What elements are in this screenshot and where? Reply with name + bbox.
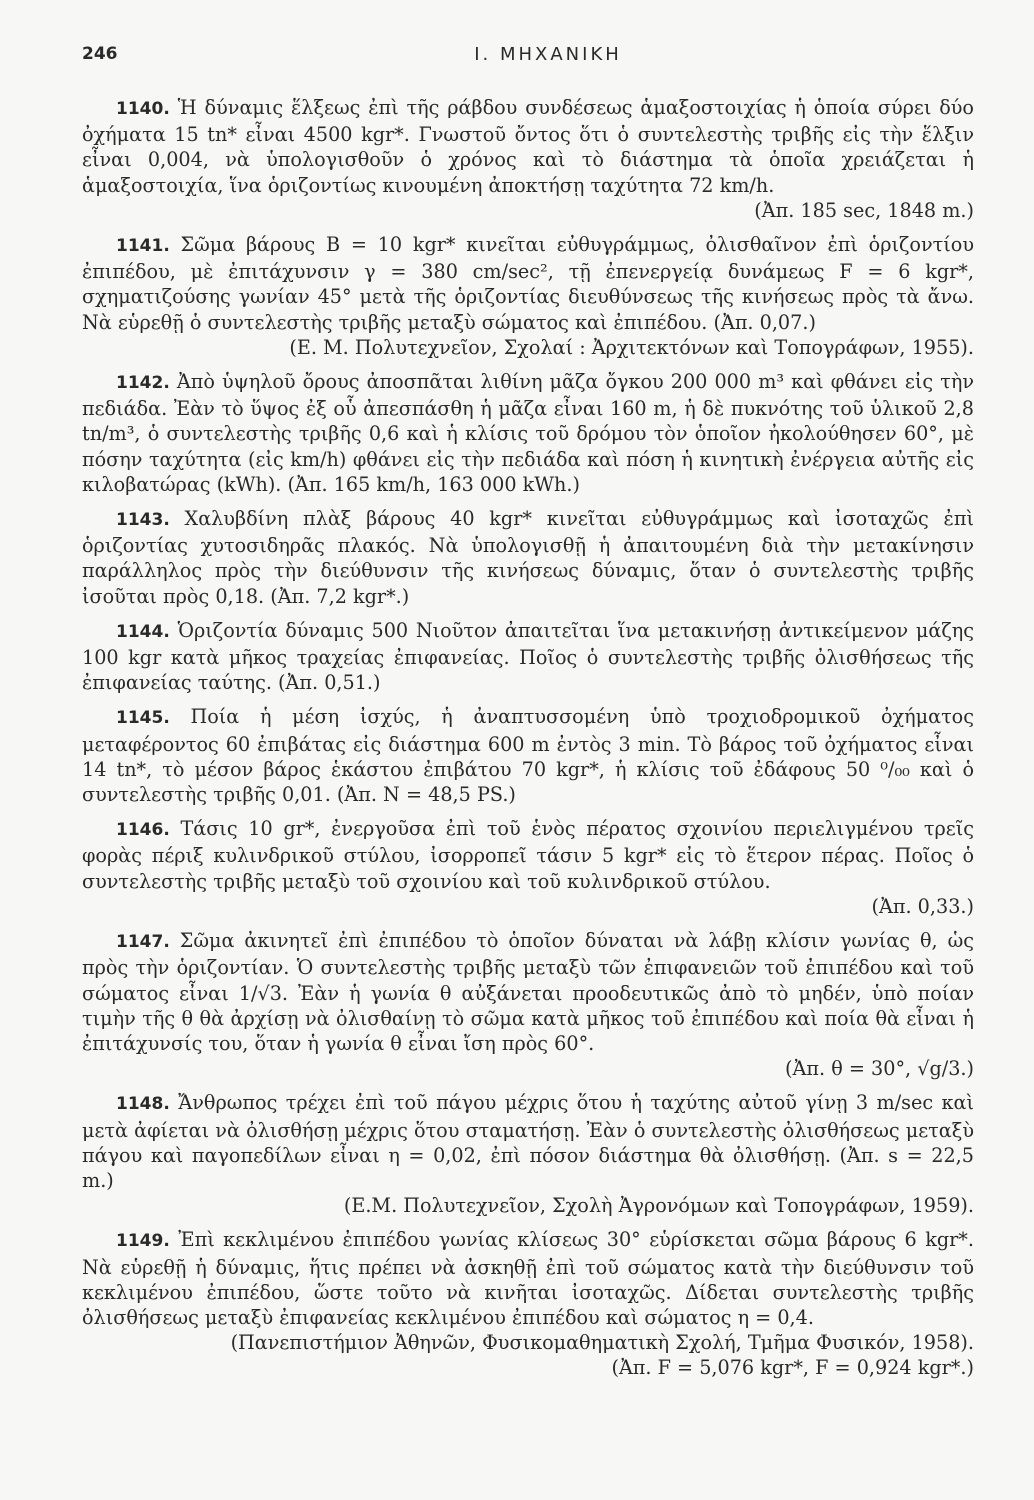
problem-1140	[82, 95, 974, 223]
problem-number: 1149.	[116, 1231, 170, 1252]
problem-answer: (Ἀπ. θ = 30°, √g/3.)	[785, 1057, 974, 1081]
problem-1142	[82, 369, 974, 497]
problem-1147	[82, 928, 974, 1081]
problem-text: Σῶμα ἀκινητεῖ ἐπὶ ἐπιπέδου τὸ ὁποῖον δύναται νὰ λάβῃ κλίσιν γωνίας θ, ὡς πρὸς τὴν ὁριζοντίαν. Ὁ συντελεστὴς τριβῆς μεταξὺ τῶν ἐπιφανειῶν τοῦ ἐπιπέδου καὶ τοῦ σώματος εἶναι 1/√3. Ἐὰν ἡ γωνία θ αὐξάνεται προοδευτικῶς ἀπὸ τὸ μηδέν, ὑπὸ ποίαν τιμὴν τῆς θ θὰ ἀρχίσῃ νὰ ὀλισθαίνῃ τὸ σῶμα κατὰ μῆκος τοῦ ἐπιπέδου καὶ ποία θὰ εἶναι ἡ ἐπιτάχυνσίς του, ὅταν ἡ γωνία θ εἶναι ἴση πρὸς 60°.	[82, 929, 974, 1055]
problem-1141	[82, 232, 974, 360]
problem-text: Ἄνθρωπος τρέχει ἐπὶ τοῦ πάγου μέχρις ὅτου ἡ ταχύτης αὐτοῦ γίνῃ 3 m/sec καὶ μετὰ ἀφίεται νὰ ὀλισθήσῃ μέχρις ὅτου σταματήσῃ. Ἐὰν ὁ συντελεστὴς ὀλισθήσεως μεταξὺ πάγου καὶ παγοπεδίλων εἶναι η = 0,02, ἐπὶ πόσον διάστημα θὰ ὀλισθήσῃ. (Ἀπ. s = 22,5 m.)	[82, 1091, 974, 1192]
problem-answer: (Ἀπ. 0,33.)	[871, 894, 974, 918]
problem-source: (E.M. Πολυτεχνεῖον, Σχολὴ Ἀγρονόμων καὶ Τοπογράφων, 1959).	[343, 1194, 974, 1218]
page-number: 246	[82, 44, 118, 64]
problem-text: Ἡ δύναμις ἕλξεως ἐπὶ τῆς ράβδου συνδέσεως ἁμαξοστοιχίας ἡ ὁποία σύρει δύο ὀχήματα 15 tn* εἶναι 4500 kgr*. Γνωστοῦ ὄντος ὅτι ὁ συντελεστὴς τριβῆς εἰς τὴν ἕλξιν εἶναι 0,004, νὰ ὑπολογισθοῦν ὁ χρόνος καὶ τὸ διάστημα τὰ ὁποῖα χρειάζεται ἡ ἁμαξοστοιχία, ἵνα ὁριζοντίως κινουμένη ἀποκτήσῃ ταχύτητα 72 km/h.	[82, 96, 974, 197]
problem-answer: (Ἀπ. 185 sec, 1848 m.)	[754, 198, 974, 222]
problem-text: Χαλυβδίνη πλὰξ βάρους 40 kgr* κινεῖται εὐθυγράμμως καὶ ἰσοταχῶς ἐπὶ ὁριζοντίας χυτοσιδηρᾶς πλακός. Νὰ ὑπολογισθῇ ἡ ἀπαιτουμένη διὰ τὴν μετακίνησιν παράλληλος πρὸς τὴν διεύθυνσιν τῆς κινήσεως δύναμις, ὅταν ὁ συντελεστὴς τριβῆς ἰσοῦται πρὸς 0,18. (Ἀπ. 7,2 kgr*.)	[82, 507, 974, 608]
problem-number: 1140.	[116, 99, 170, 119]
problem-1145	[82, 704, 974, 807]
problem-1146	[82, 816, 974, 919]
problem-number: 1146.	[116, 820, 170, 841]
problem-text: Ἐπὶ κεκλιμένου ἐπιπέδου γωνίας κλίσεως 30° εὑρίσκεται σῶμα βάρους 6 kgr*. Νὰ εὑρεθῇ ἡ δύναμις, ἥτις πρέπει νὰ ἀσκηθῇ ἐπὶ τοῦ σώματος κατὰ τὴν διεύθυνσιν τοῦ κεκλιμένου ἐπιπέδου, ὥστε τοῦτο νὰ κινῆται ἰσοταχῶς. Δίδεται συντελεστὴς τριβῆς ὀλισθήσεως μεταξὺ ἐπιφανείας κεκλιμένου ἐπιπέδου καὶ σώματος η = 0,4.	[82, 1228, 974, 1329]
problem-1143	[82, 506, 974, 609]
problem-text: Ποία ἡ μέση ἰσχύς, ἡ ἀναπτυσσομένη ὑπὸ τροχιοδρομικοῦ ὀχήματος μεταφέροντος 60 ἐπιβάτας εἰς διάστημα 600 m ἐντὸς 3 min. Τὸ βάρος τοῦ ὀχήματος εἶναι 14 tn*, τὸ μέσον βάρος ἑκάστου ἐπιβάτου 70 kgr*, ἡ κλίσις τοῦ ἐδάφους 50 ⁰/₀₀ καὶ ὁ συντελεστὴς τριβῆς 0,01. (Ἀπ. N = 48,5 PS.)	[82, 705, 974, 807]
problem-number: 1141.	[116, 236, 170, 257]
problem-1144	[82, 618, 974, 696]
problem-1149	[82, 1227, 974, 1380]
problem-number: 1143.	[116, 510, 170, 531]
problem-text: Ἀπὸ ὑψηλοῦ ὄρους ἀποσπᾶται λιθίνη μᾶζα ὄγκου 200 000 m³ καὶ φθάνει εἰς τὴν πεδιάδα. Ἐὰν τὸ ὕψος ἐξ οὗ ἀπεσπάσθη ἡ μᾶζα εἶναι 160 m, ἡ δὲ πυκνότης τοῦ ὑλικοῦ 2,8 tn/m³, ὁ συντελεστὴς τριβῆς 0,6 καὶ ἡ κλίσις τοῦ δρόμου τὸν ὁποῖον ἠκολούθησεν 60°, μὲ πόσην ταχύτητα (εἰς km/h) φθάνει εἰς τὴν πεδιάδα καὶ πόση ἡ κινητικὴ ἐνέργεια αὐτῆς εἰς κιλοβατώρας (kWh). (Ἀπ. 165 km/h, 163 000 kWh.)	[82, 370, 974, 496]
page-header	[82, 44, 974, 74]
problem-text: Ὁριζοντία δύναμις 500 Νιοῦτον ἀπαιτεῖται ἵνα μετακινήσῃ ἀντικείμενον μάζης 100 kgr κατὰ μῆκος τραχείας ἐπιφανείας. Ποῖος ὁ συντελεστὴς τριβῆς ὀλισθήσεως τῆς ἐπιφανείας ταύτης. (Ἀπ. 0,51.)	[82, 618, 974, 695]
problem-number: 1144.	[116, 621, 170, 642]
problem-source: (E. M. Πολυτεχνεῖον, Σχολαί : Ἀρχιτεκτόνων καὶ Τοπογράφων, 1955).	[289, 335, 974, 359]
problem-text: Σῶμα βάρους B = 10 kgr* κινεῖται εὐθυγράμμως, ὀλισθαῖνον ἐπὶ ὁριζοντίου ἐπιπέδου, μὲ ἐπιτάχυνσιν γ = 380 cm/sec², τῇ ἐπενεργείᾳ δυνάμεως F = 6 kgr*, σχηματιζούσης γωνίαν 45° μετὰ τῆς ὁριζοντίας διευθύνσεως τῆς κινήσεως πρὸς τὰ ἄνω. Νὰ εὑρεθῇ ὁ συντελεστὴς τριβῆς μεταξὺ σώματος καὶ ἐπιπέδου. (Ἀπ. 0,07.)	[82, 233, 974, 334]
problem-text: Τάσις 10 gr*, ἐνεργοῦσα ἐπὶ τοῦ ἑνὸς πέρατος σχοινίου περιελιγμένου τρεῖς φορὰς πέριξ κυλινδρικοῦ στύλου, ἰσορροπεῖ τάσιν 5 kgr* εἰς τὸ ἕτερον πέρας. Ποῖος ὁ συντελεστὴς τριβῆς μεταξὺ τοῦ σχοινίου καὶ τοῦ κυλινδρικοῦ στύλου.	[82, 817, 974, 893]
problem-1148	[82, 1090, 974, 1218]
problem-number: 1142.	[116, 373, 170, 394]
problems-list	[82, 95, 974, 1390]
problem-number: 1148.	[116, 1094, 170, 1115]
problem-source: (Πανεπιστήμιον Ἀθηνῶν, Φυσικομαθηματικὴ Σχολή, Τμῆμα Φυσικόν, 1958).	[230, 1331, 974, 1355]
running-title: I. ΜΗΧΑΝΙΚΗ	[474, 44, 622, 65]
problem-number: 1147.	[116, 932, 170, 953]
problem-number: 1145.	[116, 708, 170, 729]
problem-answer: (Ἀπ. F = 5,076 kgr*, F = 0,924 kgr*.)	[611, 1356, 974, 1380]
